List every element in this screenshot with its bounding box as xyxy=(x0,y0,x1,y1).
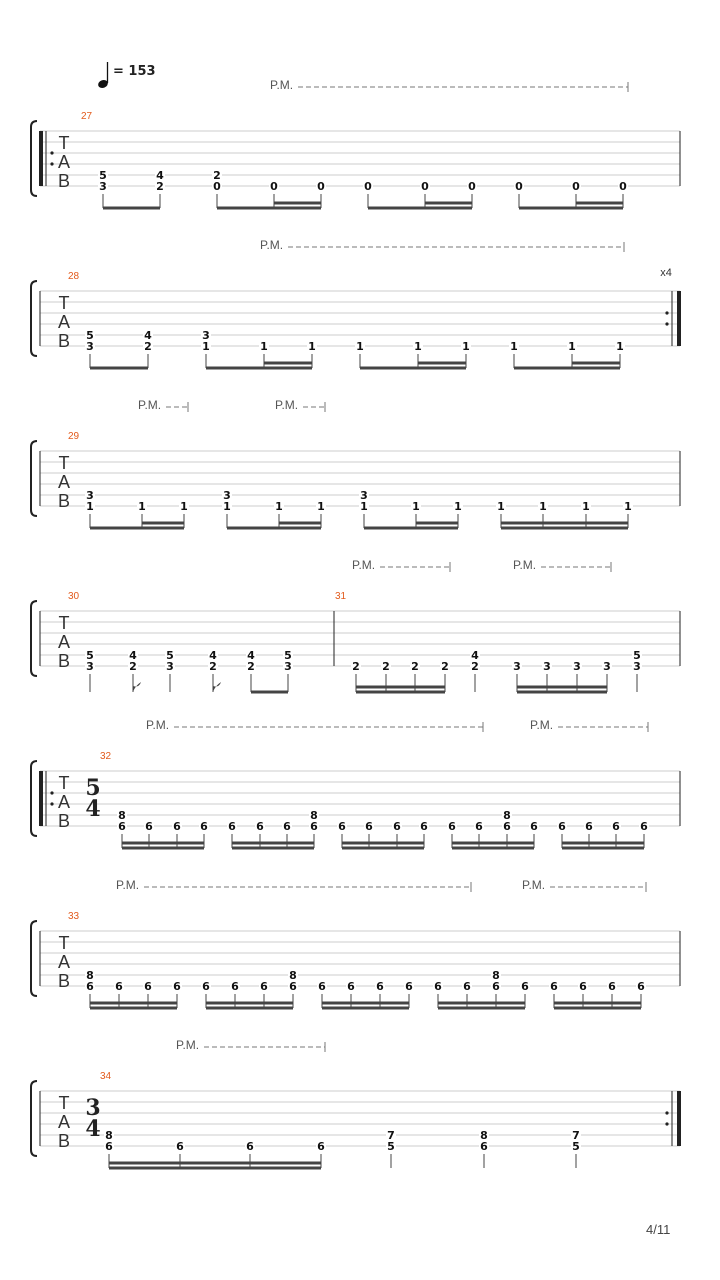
fret-number: 1 xyxy=(360,500,368,513)
page-number: 4/11 xyxy=(646,1222,671,1237)
repeat-start-thick-bar xyxy=(39,131,43,186)
tab-system xyxy=(31,1042,681,1170)
note-beam xyxy=(517,686,607,689)
note-beam xyxy=(232,847,314,850)
fret-number: 6 xyxy=(256,820,264,833)
fret-number: 0 xyxy=(572,180,580,193)
fret-number: 3 xyxy=(223,489,231,502)
fret-number: 1 xyxy=(454,500,462,513)
note-beam xyxy=(322,1007,409,1010)
fret-number: 3 xyxy=(573,660,581,673)
fret-number: 0 xyxy=(515,180,523,193)
fret-number: 1 xyxy=(624,500,632,513)
note-beam xyxy=(519,207,623,210)
tab-system xyxy=(31,722,680,850)
note-beam xyxy=(322,1002,409,1005)
note-beam xyxy=(418,362,466,365)
note-beam xyxy=(517,691,607,694)
tab-clef-letter: T xyxy=(58,133,70,153)
fret-number: 4 xyxy=(471,649,479,662)
repeat-end-thick-bar xyxy=(677,1091,681,1146)
fret-number: 6 xyxy=(231,980,239,993)
fret-number: 3 xyxy=(633,660,641,673)
note-beam xyxy=(416,522,458,525)
fret-number: 6 xyxy=(420,820,428,833)
fret-number: 2 xyxy=(352,660,360,673)
fret-number: 6 xyxy=(200,820,208,833)
fret-number: 1 xyxy=(223,500,231,513)
fret-number: 5 xyxy=(387,1140,395,1153)
fret-number: 3 xyxy=(166,660,174,673)
tab-clef-letter: T xyxy=(58,453,70,473)
fret-number: 1 xyxy=(356,340,364,353)
note-beam xyxy=(227,527,321,530)
note-beam xyxy=(425,202,472,205)
repeat-count: x4 xyxy=(660,267,672,279)
fret-number: 5 xyxy=(633,649,641,662)
note-beam xyxy=(142,522,184,525)
fret-number: 6 xyxy=(176,1140,184,1153)
tab-clef-letter: T xyxy=(58,1093,70,1113)
fret-number: 3 xyxy=(543,660,551,673)
fret-number: 1 xyxy=(497,500,505,513)
note-beam xyxy=(501,527,628,530)
repeat-dot xyxy=(665,1111,668,1114)
fret-number: 0 xyxy=(270,180,278,193)
measure-number: 32 xyxy=(100,751,112,762)
system-brace xyxy=(31,441,37,516)
note-beam xyxy=(90,367,148,370)
fret-number: 0 xyxy=(468,180,476,193)
fret-number: 6 xyxy=(118,820,126,833)
fret-number: 1 xyxy=(86,500,94,513)
fret-number: 1 xyxy=(260,340,268,353)
fret-number: 4 xyxy=(247,649,255,662)
fret-number: 3 xyxy=(603,660,611,673)
fret-number: 8 xyxy=(480,1129,488,1142)
fret-number: 3 xyxy=(360,489,368,502)
fret-number: 5 xyxy=(99,169,107,182)
fret-number: 4 xyxy=(156,169,164,182)
fret-number: 6 xyxy=(503,820,511,833)
fret-number: 8 xyxy=(86,969,94,982)
time-signature-top: 5 xyxy=(85,775,101,801)
fret-number: 1 xyxy=(275,500,283,513)
note-beam xyxy=(356,691,445,694)
fret-number: 4 xyxy=(144,329,152,342)
fret-number: 0 xyxy=(421,180,429,193)
fret-number: 1 xyxy=(412,500,420,513)
fret-number: 1 xyxy=(616,340,624,353)
tab-clef-letter: B xyxy=(57,971,71,991)
note-beam xyxy=(501,522,628,525)
note-beam xyxy=(438,1007,525,1010)
fret-number: 6 xyxy=(365,820,373,833)
fret-number: 6 xyxy=(640,820,648,833)
time-signature-bottom: 4 xyxy=(85,796,101,822)
note-beam xyxy=(562,842,644,845)
fret-number: 8 xyxy=(118,809,126,822)
note-beam xyxy=(217,207,321,210)
palm-mute-label: P.M. xyxy=(270,78,294,92)
note-beam xyxy=(232,842,314,845)
fret-number: 6 xyxy=(521,980,529,993)
palm-mute-label: P.M. xyxy=(513,558,537,572)
fret-number: 6 xyxy=(173,980,181,993)
fret-number: 0 xyxy=(317,180,325,193)
fret-number: 8 xyxy=(105,1129,113,1142)
time-signature-bottom: 4 xyxy=(85,1116,101,1142)
fret-number: 6 xyxy=(434,980,442,993)
fret-number: 2 xyxy=(471,660,479,673)
fret-number: 6 xyxy=(105,1140,113,1153)
fret-number: 6 xyxy=(376,980,384,993)
system-brace xyxy=(31,761,37,836)
fret-number: 6 xyxy=(612,820,620,833)
fret-number: 7 xyxy=(387,1129,395,1142)
fret-number: 2 xyxy=(144,340,152,353)
fret-number: 5 xyxy=(166,649,174,662)
note-beam xyxy=(279,522,321,525)
tab-clef-letter: B xyxy=(57,811,71,831)
fret-number: 6 xyxy=(260,980,268,993)
fret-number: 6 xyxy=(608,980,616,993)
fret-number: 3 xyxy=(513,660,521,673)
palm-mute-label: P.M. xyxy=(176,1038,200,1052)
note-beam xyxy=(109,1167,321,1170)
fret-number: 8 xyxy=(310,809,318,822)
tab-clef-letter: B xyxy=(57,1131,71,1151)
repeat-dot xyxy=(50,791,53,794)
fret-number: 4 xyxy=(129,649,137,662)
fret-number: 3 xyxy=(284,660,292,673)
time-signature-top: 3 xyxy=(85,1095,101,1121)
note-beam xyxy=(562,847,644,850)
fret-number: 1 xyxy=(568,340,576,353)
fret-number: 2 xyxy=(441,660,449,673)
fret-number: 6 xyxy=(448,820,456,833)
fret-number: 2 xyxy=(213,169,221,182)
tab-clef-letter: A xyxy=(57,792,71,812)
repeat-dot xyxy=(50,802,53,805)
note-beam xyxy=(206,1007,293,1010)
note-beam xyxy=(572,362,620,365)
note-beam xyxy=(360,367,466,370)
tab-clef-letter: B xyxy=(57,331,71,351)
note-flag xyxy=(133,682,141,692)
note-beam xyxy=(342,842,424,845)
fret-number: 6 xyxy=(585,820,593,833)
tab-system xyxy=(31,82,680,210)
fret-number: 3 xyxy=(99,180,107,193)
fret-number: 2 xyxy=(129,660,137,673)
fret-number: 6 xyxy=(347,980,355,993)
fret-number: 6 xyxy=(173,820,181,833)
repeat-dot xyxy=(665,1122,668,1125)
fret-number: 1 xyxy=(539,500,547,513)
note-beam xyxy=(264,362,312,365)
fret-number: 6 xyxy=(550,980,558,993)
tab-clef-letter: A xyxy=(57,312,71,332)
fret-number: 8 xyxy=(289,969,297,982)
fret-number: 5 xyxy=(284,649,292,662)
fret-number: 3 xyxy=(86,660,94,673)
repeat-dot xyxy=(50,151,53,154)
tab-clef-letter: T xyxy=(58,773,70,793)
note-beam xyxy=(576,202,623,205)
repeat-dot xyxy=(665,322,668,325)
measure-number: 34 xyxy=(100,1071,112,1082)
tab-clef-letter: A xyxy=(57,952,71,972)
fret-number: 1 xyxy=(308,340,316,353)
note-beam xyxy=(206,1002,293,1005)
note-beam xyxy=(122,842,204,845)
measure-number: 30 xyxy=(68,591,80,602)
note-beam xyxy=(554,1007,641,1010)
fret-number: 6 xyxy=(289,980,297,993)
fret-number: 1 xyxy=(138,500,146,513)
measure-number: 31 xyxy=(335,591,347,602)
fret-number: 6 xyxy=(202,980,210,993)
fret-number: 2 xyxy=(411,660,419,673)
tab-clef-letter: B xyxy=(57,171,71,191)
fret-number: 3 xyxy=(202,329,210,342)
fret-number: 6 xyxy=(283,820,291,833)
tab-clef-letter: A xyxy=(57,472,71,492)
measure-number: 29 xyxy=(68,431,80,442)
fret-number: 3 xyxy=(86,340,94,353)
system-brace xyxy=(31,281,37,356)
fret-number: 6 xyxy=(310,820,318,833)
note-beam xyxy=(90,1002,177,1005)
fret-number: 1 xyxy=(414,340,422,353)
note-beam xyxy=(90,527,184,530)
fret-number: 5 xyxy=(86,649,94,662)
tab-clef-letter: T xyxy=(58,613,70,633)
note-beam xyxy=(514,367,620,370)
fret-number: 6 xyxy=(475,820,483,833)
fret-number: 7 xyxy=(572,1129,580,1142)
fret-number: 2 xyxy=(209,660,217,673)
tab-clef-letter: A xyxy=(57,1112,71,1132)
fret-number: 6 xyxy=(246,1140,254,1153)
measure-number: 27 xyxy=(81,111,93,122)
fret-number: 6 xyxy=(579,980,587,993)
note-beam xyxy=(206,367,312,370)
fret-number: 1 xyxy=(462,340,470,353)
tab-clef-letter: T xyxy=(58,933,70,953)
fret-number: 1 xyxy=(582,500,590,513)
fret-number: 0 xyxy=(619,180,627,193)
fret-number: 6 xyxy=(405,980,413,993)
note-beam xyxy=(274,202,321,205)
palm-mute-label: P.M. xyxy=(138,398,162,412)
fret-number: 6 xyxy=(463,980,471,993)
system-brace xyxy=(31,121,37,196)
repeat-start-thick-bar xyxy=(39,771,43,826)
fret-number: 4 xyxy=(209,649,217,662)
fret-number: 1 xyxy=(317,500,325,513)
fret-number: 6 xyxy=(115,980,123,993)
fret-number: 0 xyxy=(364,180,372,193)
palm-mute-label: P.M. xyxy=(522,878,546,892)
note-beam xyxy=(251,691,288,694)
fret-number: 0 xyxy=(213,180,221,193)
fret-number: 6 xyxy=(338,820,346,833)
fret-number: 6 xyxy=(318,980,326,993)
tab-clef-letter: A xyxy=(57,632,71,652)
note-beam xyxy=(364,527,458,530)
note-flag xyxy=(213,682,221,692)
palm-mute-label: P.M. xyxy=(275,398,299,412)
palm-mute-label: P.M. xyxy=(146,718,170,732)
repeat-dot xyxy=(50,162,53,165)
fret-number: 5 xyxy=(86,329,94,342)
fret-number: 6 xyxy=(86,980,94,993)
note-beam xyxy=(554,1002,641,1005)
fret-number: 6 xyxy=(492,980,500,993)
fret-number: 1 xyxy=(180,500,188,513)
note-beam xyxy=(122,847,204,850)
note-beam xyxy=(452,842,534,845)
system-brace xyxy=(31,1081,37,1156)
system-brace xyxy=(31,921,37,996)
fret-number: 6 xyxy=(393,820,401,833)
note-beam xyxy=(103,207,160,210)
measure-number: 28 xyxy=(68,271,80,282)
fret-number: 3 xyxy=(86,489,94,502)
note-beam xyxy=(356,686,445,689)
fret-number: 6 xyxy=(558,820,566,833)
note-beam xyxy=(90,1007,177,1010)
note-beam xyxy=(438,1002,525,1005)
note-beam xyxy=(342,847,424,850)
fret-number: 6 xyxy=(317,1140,325,1153)
fret-number: 1 xyxy=(202,340,210,353)
tempo-marking: = 153 xyxy=(113,64,156,79)
fret-number: 6 xyxy=(637,980,645,993)
repeat-end-thick-bar xyxy=(677,291,681,346)
fret-number: 6 xyxy=(480,1140,488,1153)
fret-number: 8 xyxy=(503,809,511,822)
fret-number: 5 xyxy=(572,1140,580,1153)
repeat-dot xyxy=(665,311,668,314)
system-brace xyxy=(31,601,37,676)
note-beam xyxy=(368,207,472,210)
tab-clef-letter: B xyxy=(57,651,71,671)
palm-mute-label: P.M. xyxy=(530,718,554,732)
fret-number: 2 xyxy=(156,180,164,193)
fret-number: 8 xyxy=(492,969,500,982)
tab-clef-letter: A xyxy=(57,152,71,172)
fret-number: 6 xyxy=(530,820,538,833)
fret-number: 2 xyxy=(247,660,255,673)
tab-clef-letter: B xyxy=(57,491,71,511)
fret-number: 6 xyxy=(145,820,153,833)
fret-number: 6 xyxy=(228,820,236,833)
note-beam xyxy=(109,1162,321,1165)
palm-mute-label: P.M. xyxy=(260,238,284,252)
tab-clef-letter: T xyxy=(58,293,70,313)
note-beam xyxy=(452,847,534,850)
fret-number: 6 xyxy=(144,980,152,993)
tab-system xyxy=(31,562,680,694)
measure-number: 33 xyxy=(68,911,80,922)
palm-mute-label: P.M. xyxy=(116,878,140,892)
fret-number: 1 xyxy=(510,340,518,353)
fret-number: 2 xyxy=(382,660,390,673)
palm-mute-label: P.M. xyxy=(352,558,376,572)
